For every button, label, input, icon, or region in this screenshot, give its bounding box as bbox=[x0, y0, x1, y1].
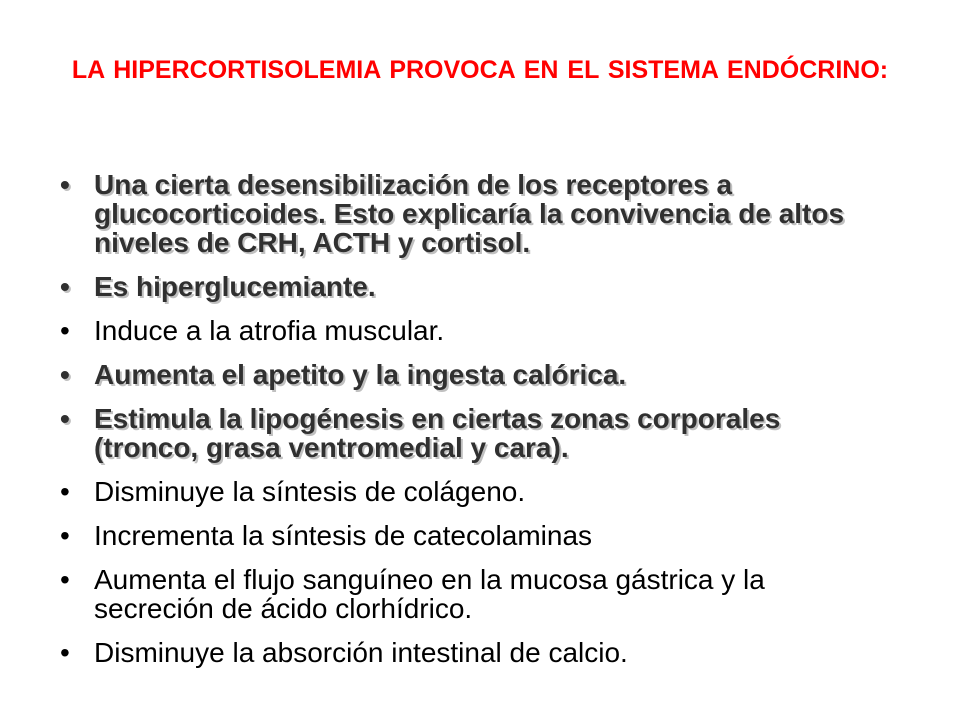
bullet-dot-icon: • bbox=[60, 564, 70, 595]
bullet-dot-icon: • bbox=[60, 637, 70, 668]
bullet-item bbox=[60, 404, 888, 462]
bullet-item bbox=[60, 565, 888, 623]
bullet-dot-icon: • bbox=[60, 476, 70, 507]
bullet-dot-icon: • bbox=[60, 271, 70, 302]
slide-title: LA HIPERCORTISOLEMIA PROVOCA EN EL SISTEMA ENDÓCRINO: bbox=[71, 56, 889, 84]
bullet-text: Una cierta desensibilización de los receptores a glucocorticoides. Esto explicaría la convivencia de altos niveles de CRH, ACTH y cortisol. bbox=[94, 169, 845, 258]
bullet-text: Estimula la lipogénesis en ciertas zonas corporales (tronco, grasa ventromedial y cara). bbox=[94, 403, 781, 463]
bullet-dot-icon: • bbox=[60, 315, 70, 346]
bullet-dot-icon: • bbox=[60, 169, 70, 200]
bullet-item bbox=[60, 477, 888, 506]
bullet-text: Disminuye la síntesis de colágeno. bbox=[94, 476, 526, 507]
bullet-text: Es hiperglucemiante. bbox=[94, 271, 376, 302]
bullet-text: Disminuye la absorción intestinal de calcio. bbox=[94, 637, 628, 668]
bullet-text: Aumenta el apetito y la ingesta calórica. bbox=[94, 359, 627, 390]
bullet-dot-icon: • bbox=[60, 403, 70, 434]
bullet-text: Induce a la atrofia muscular. bbox=[94, 315, 445, 346]
bullet-dot-icon: • bbox=[60, 520, 70, 551]
bullet-text: Incrementa la síntesis de catecolaminas bbox=[94, 520, 593, 551]
bullet-item bbox=[60, 316, 888, 345]
bullet-text: Aumenta el flujo sanguíneo en la mucosa gástrica y la secreción de ácido clorhídrico. bbox=[94, 564, 765, 624]
bullet-item bbox=[60, 170, 888, 257]
bullet-item bbox=[60, 521, 888, 550]
bullet-item bbox=[60, 638, 888, 667]
bullet-item bbox=[60, 272, 888, 301]
bullet-list bbox=[60, 170, 888, 682]
bullet-dot-icon: • bbox=[60, 359, 70, 390]
bullet-item bbox=[60, 360, 888, 389]
